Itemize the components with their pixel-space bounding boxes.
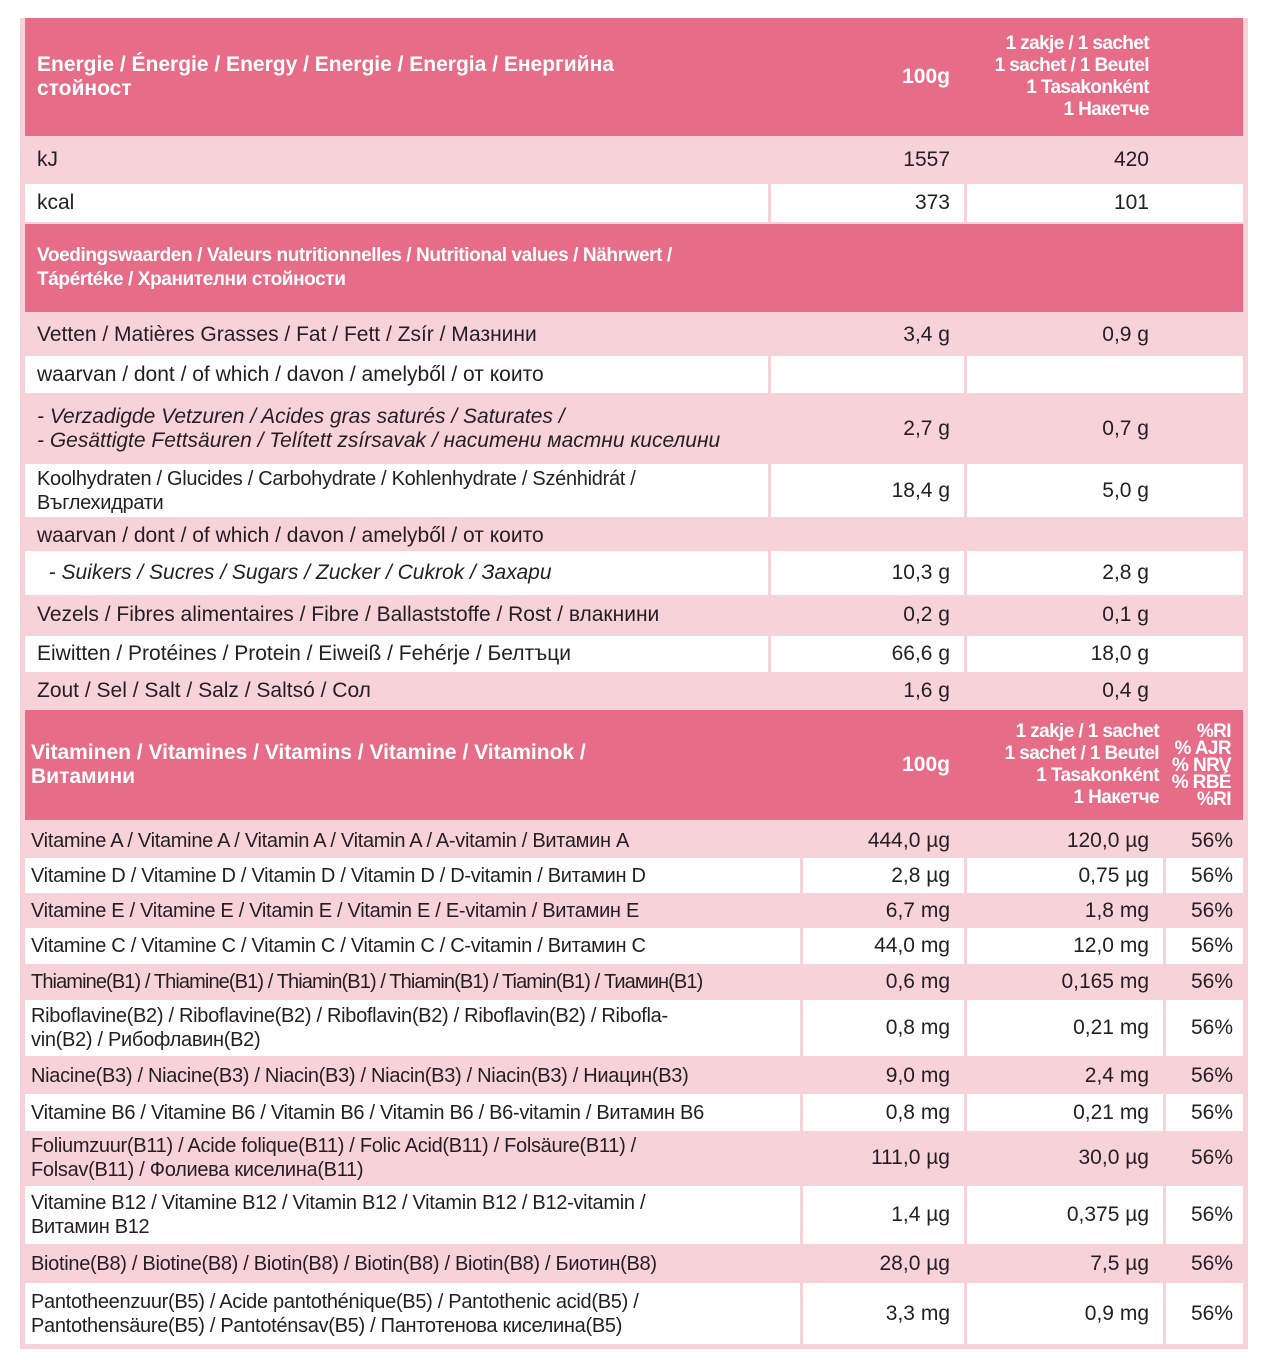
energy-header-100g	[771, 18, 964, 136]
vitamins-header-sachet	[967, 710, 1163, 820]
vitamin-sachet	[967, 1246, 1163, 1282]
nutrition-per100	[771, 316, 964, 353]
vitamin-label-text: Thiamine(B1) / Thiamine(B1) / Thiamin(B1) / Thiamin(B1) / Tiamin(B1) / Тиамин(B1)	[31, 970, 703, 993]
energy-label-text: kJ	[37, 148, 58, 171]
nutrition-label	[25, 551, 768, 595]
energy-per100-text: 1557	[903, 148, 950, 171]
vitamin-label-text: Biotine(B8) / Biotine(B8) / Biotin(B8) / Biotin(B8) / Biotin(B8) / Биотин(B8)	[31, 1253, 657, 1275]
energy-label	[25, 184, 768, 222]
nutrition-label-text: waarvan / dont / of which / davon / amelyből / от които	[37, 523, 544, 547]
column-divider	[964, 551, 967, 595]
vitamin-sachet	[967, 1283, 1163, 1344]
vitamin-ri-text: 56%	[1190, 863, 1233, 887]
vitamins-header-label-text: Vitaminen / Vitamines / Vitamins / Vitamine / Vitaminok / Витамини	[31, 741, 586, 788]
vitamins-header-row	[25, 710, 1243, 820]
nutrition-label	[25, 520, 768, 551]
vitamin-label-text: Niacine(B3) / Niacine(B3) / Niacin(B3) / Niacin(B3) / Niacin(B3) / Ниацин(B3)	[31, 1064, 689, 1087]
vitamin-ri-text: 56%	[1190, 898, 1233, 922]
vitamin-sachet	[967, 1000, 1163, 1056]
vitamin-label-text: Pantotheenzuur(B5) / Acide pantothénique(B5) / Pantothenic acid(B5) / Pantothensäure(B5) / Pantoténsav(B5) / Пантотенова киселина(B5)	[31, 1290, 639, 1337]
column-divider	[768, 551, 771, 595]
vitamin-row	[25, 1000, 1243, 1056]
vitamin-per100	[803, 965, 964, 998]
vitamin-label	[25, 928, 800, 964]
vitamin-label-text: Vitamine C / Vitamine C / Vitamin C / Vitamin C / C-vitamin / Витамин C	[31, 935, 646, 957]
vitamin-label-text: Vitamine D / Vitamine D / Vitamin D / Vitamin D / D-vitamin / Витамин D	[31, 864, 646, 887]
energy-header-label	[25, 18, 765, 136]
nutrition-sachet-text: 0,1 g	[1102, 602, 1149, 626]
nutrition-per100	[771, 636, 964, 672]
column-divider	[964, 1094, 967, 1131]
vitamin-ri-text: 56%	[1190, 828, 1233, 852]
vitamin-label	[25, 1283, 800, 1344]
vitamin-ri	[1166, 1000, 1243, 1056]
nutrition-header-label-text: Voedingswaarden / Valeurs nutritionnelles / Nutritional values / Nährwert / Tápértéke / Хранителни стойности	[37, 245, 672, 290]
nutrition-label	[25, 316, 768, 353]
vitamin-sachet-text: 0,21 mg	[1073, 1100, 1149, 1124]
column-divider	[768, 636, 771, 672]
column-divider	[800, 1186, 803, 1244]
nutrition-per100	[771, 464, 964, 517]
vitamin-per100	[803, 1059, 964, 1092]
vitamin-ri	[1166, 1132, 1243, 1184]
nutrition-row	[25, 356, 1243, 393]
nutrition-label-text: waarvan / dont / of which / davon / amelyből / от които	[37, 362, 544, 386]
energy-header-label-text: Energie / Énergie / Energy / Energie / Energia / Енергийна стойност	[37, 53, 614, 100]
nutrition-per100-text: 1,6 g	[903, 679, 950, 702]
nutrition-label	[25, 636, 768, 672]
nutrition-per100-text: 0,2 g	[903, 602, 950, 626]
vitamin-sachet-text: 0,375 µg	[1066, 1203, 1149, 1226]
energy-header-100g-text: 100g	[902, 65, 950, 88]
vitamin-label	[25, 1246, 800, 1282]
vitamin-sachet-text: 30,0 µg	[1078, 1146, 1149, 1169]
vitamin-label	[25, 1132, 800, 1184]
column-divider	[800, 928, 803, 964]
vitamin-per100	[803, 928, 964, 964]
nutrition-row	[25, 551, 1243, 595]
vitamin-row	[25, 858, 1243, 893]
nutrition-row	[25, 595, 1243, 634]
nutrition-sachet	[967, 673, 1163, 709]
nutrition-label	[25, 356, 768, 393]
vitamin-per100-text: 0,8 mg	[885, 1100, 950, 1124]
nutrition-label-text: Zout / Sel / Salt / Salz / Saltsó / Сол	[37, 679, 371, 702]
vitamin-row	[25, 1283, 1243, 1344]
vitamin-ri	[1166, 858, 1243, 893]
vitamin-row	[25, 1132, 1243, 1184]
column-divider	[964, 928, 967, 964]
vitamin-per100	[803, 1000, 964, 1056]
vitamin-sachet-text: 120,0 µg	[1066, 828, 1149, 852]
nutrition-per100	[771, 595, 964, 634]
vitamin-sachet	[967, 1059, 1163, 1092]
vitamin-sachet	[967, 1132, 1163, 1184]
vitamin-ri	[1166, 1094, 1243, 1131]
vitamin-ri	[1166, 1059, 1243, 1092]
column-divider	[964, 1283, 967, 1344]
vitamin-per100	[803, 894, 964, 927]
vitamin-ri-text: 56%	[1190, 1016, 1233, 1039]
column-divider	[1163, 928, 1166, 964]
nutrition-row	[25, 520, 1243, 551]
vitamin-row	[25, 965, 1243, 998]
vitamin-sachet-text: 0,75 µg	[1078, 863, 1149, 887]
nutrition-sachet-text: 0,4 g	[1102, 679, 1149, 702]
nutrition-row	[25, 316, 1243, 353]
vitamin-label	[25, 894, 800, 927]
vitamin-ri-text: 56%	[1190, 1100, 1233, 1124]
nutrition-per100	[771, 673, 964, 709]
vitamin-ri	[1166, 965, 1243, 998]
nutrition-sachet	[967, 551, 1163, 595]
column-divider	[768, 464, 771, 517]
vitamin-per100	[803, 1094, 964, 1131]
nutrition-sachet	[967, 595, 1163, 634]
vitamin-sachet	[967, 965, 1163, 998]
vitamin-row	[25, 1059, 1243, 1092]
column-divider	[768, 184, 771, 222]
nutrition-label	[25, 396, 768, 462]
vitamin-sachet	[967, 858, 1163, 893]
vitamin-sachet	[967, 894, 1163, 927]
vitamin-row	[25, 1186, 1243, 1244]
nutrition-label	[25, 464, 768, 517]
column-divider	[1163, 1000, 1166, 1056]
nutrition-per100	[771, 520, 964, 551]
vitamin-label	[25, 1000, 800, 1056]
vitamin-sachet-text: 0,165 mg	[1061, 969, 1149, 993]
vitamin-label	[25, 1059, 800, 1092]
nutrition-header-row	[25, 224, 1243, 312]
vitamin-ri-text: 56%	[1190, 1203, 1233, 1226]
vitamin-sachet	[967, 1186, 1163, 1244]
nutrition-sachet-text: 5,0 g	[1102, 478, 1149, 502]
vitamin-row	[25, 824, 1243, 857]
vitamin-sachet-text: 0,21 mg	[1073, 1016, 1149, 1039]
vitamin-sachet-text: 7,5 µg	[1090, 1252, 1149, 1275]
nutrition-label-text: Koolhydraten / Glucides / Carbohydrate / Kohlenhydrate / Szénhidrát / Въглехидрати	[37, 467, 636, 514]
vitamin-per100	[803, 1246, 964, 1282]
vitamins-header-ri-text: %RI % AJR % NRV % RBÉ %RI	[1171, 720, 1231, 810]
column-divider	[964, 356, 967, 393]
vitamin-ri-text: 56%	[1190, 1146, 1233, 1169]
nutrition-per100-text: 10,3 g	[891, 561, 950, 584]
vitamin-per100-text: 0,6 mg	[885, 969, 950, 993]
vitamin-label	[25, 965, 800, 998]
vitamin-label-text: Vitamine B12 / Vitamine B12 / Vitamin B12 / Vitamin B12 / B12-vitamin / Витамин B12	[31, 1192, 646, 1238]
vitamin-label-text: Foliumzuur(B11) / Acide folique(B11) / Folic Acid(B11) / Folsäure(B11) / Folsav(B11) / Фолиева киселина(B11)	[31, 1135, 636, 1181]
vitamin-per100-text: 3,3 mg	[885, 1301, 950, 1325]
vitamin-per100-text: 0,8 mg	[885, 1016, 950, 1039]
nutrition-sachet-text: 0,7 g	[1102, 417, 1149, 440]
nutrition-sachet	[967, 464, 1163, 517]
vitamin-ri	[1166, 1283, 1243, 1344]
nutrition-label-text: Vezels / Fibres alimentaires / Fibre / Ballaststoffe / Rost / влакнини	[37, 602, 660, 626]
nutrition-sachet	[967, 520, 1163, 551]
nutrition-label-text: Eiwitten / Protéines / Protein / Eiweiß / Fehérje / Белтъци	[37, 642, 572, 665]
energy-label	[25, 140, 768, 180]
column-divider	[964, 858, 967, 893]
vitamin-ri-text: 56%	[1190, 969, 1233, 993]
vitamin-ri-text: 56%	[1190, 934, 1233, 957]
column-divider	[1163, 1283, 1166, 1344]
nutrition-per100	[771, 551, 964, 595]
nutrition-sachet-text: 18,0 g	[1090, 642, 1149, 665]
vitamin-label	[25, 1186, 800, 1244]
column-divider	[964, 1000, 967, 1056]
nutrition-sachet	[967, 396, 1163, 462]
energy-per100	[771, 140, 964, 180]
column-divider	[800, 1000, 803, 1056]
nutrition-label-text: - Verzadigde Vetzuren / Acides gras saturés / Saturates / - Gesättigte Fettsäuren / Telített zsírsavak / наситени мастни киселини	[37, 405, 721, 452]
vitamin-ri	[1166, 894, 1243, 927]
vitamins-header-ri	[1166, 710, 1243, 820]
vitamin-ri	[1166, 1186, 1243, 1244]
nutrition-label	[25, 595, 768, 634]
vitamins-header-label	[25, 710, 785, 820]
energy-label-text: kcal	[37, 191, 75, 214]
nutrition-row	[25, 636, 1243, 672]
vitamin-ri-text: 56%	[1190, 1063, 1233, 1087]
vitamin-row	[25, 928, 1243, 964]
nutrition-row	[25, 464, 1243, 517]
vitamin-ri	[1166, 1246, 1243, 1282]
nutrition-sachet	[967, 316, 1163, 353]
column-divider	[800, 1283, 803, 1344]
energy-sachet	[967, 140, 1163, 180]
nutrition-label-text: - Suikers / Sucres / Sugars / Zucker / Cukrok / Захари	[37, 561, 552, 584]
energy-row	[25, 140, 1243, 180]
column-divider	[1163, 858, 1166, 893]
vitamin-row	[25, 1246, 1243, 1282]
vitamin-per100	[803, 824, 964, 857]
vitamin-label-text: Riboflavine(B2) / Riboflavine(B2) / Riboflavin(B2) / Riboflavin(B2) / Ribofla- vin(B2) / Рибофлавин(B2)	[31, 1005, 668, 1051]
column-divider	[964, 636, 967, 672]
energy-sachet	[967, 184, 1163, 222]
vitamin-label-text: Vitamine B6 / Vitamine B6 / Vitamin B6 / Vitamin B6 / B6-vitamin / Витамин B6	[31, 1101, 704, 1124]
nutrition-per100-text: 18,4 g	[891, 478, 950, 502]
vitamin-row	[25, 1094, 1243, 1131]
vitamins-header-100g-text: 100g	[902, 753, 950, 776]
nutrition-per100-text: 66,6 g	[891, 642, 950, 665]
energy-per100-text: 373	[914, 191, 950, 214]
column-divider	[964, 1186, 967, 1244]
nutrition-per100	[771, 396, 964, 462]
vitamin-sachet	[967, 824, 1163, 857]
nutrition-sachet-text: 0,9 g	[1102, 322, 1149, 346]
column-divider	[800, 1094, 803, 1131]
vitamin-per100-text: 44,0 mg	[874, 934, 950, 957]
vitamin-per100	[803, 1283, 964, 1344]
nutrition-sachet	[967, 356, 1163, 393]
nutrition-sachet-text: 2,8 g	[1102, 561, 1149, 584]
vitamin-per100-text: 111,0 µg	[870, 1146, 950, 1169]
vitamin-label	[25, 858, 800, 893]
energy-sachet-text: 420	[1113, 148, 1149, 171]
vitamin-per100-text: 444,0 µg	[867, 828, 950, 852]
vitamins-header-100g	[803, 710, 964, 820]
vitamin-sachet	[967, 1094, 1163, 1131]
vitamins-header-sachet-text: 1 zakje / 1 sachet 1 sachet / 1 Beutel 1 Tasakonként 1 Накетче	[1004, 721, 1159, 808]
energy-header-sachet	[967, 18, 1163, 136]
column-divider	[1163, 1186, 1166, 1244]
vitamin-sachet-text: 12,0 mg	[1073, 934, 1149, 957]
energy-header-row	[25, 18, 1243, 136]
column-divider	[800, 858, 803, 893]
vitamin-ri	[1166, 928, 1243, 964]
vitamin-row	[25, 894, 1243, 927]
vitamin-label	[25, 1094, 800, 1131]
vitamin-label	[25, 824, 800, 857]
nutrition-label	[25, 673, 768, 709]
nutrition-header-label	[25, 224, 1025, 312]
energy-row	[25, 184, 1243, 222]
vitamin-label-text: Vitamine A / Vitamine A / Vitamin A / Vitamin A / A-vitamin / Витамин A	[31, 829, 630, 852]
vitamin-sachet-text: 1,8 mg	[1084, 898, 1149, 922]
energy-header-sachet-text: 1 zakje / 1 sachet 1 sachet / 1 Beutel 1 Tasakonként 1 Накетче	[994, 33, 1149, 120]
vitamin-per100-text: 2,8 µg	[891, 863, 950, 887]
energy-per100	[771, 184, 964, 222]
energy-sachet-text: 101	[1113, 191, 1149, 214]
vitamin-sachet-text: 2,4 mg	[1084, 1063, 1149, 1087]
vitamin-per100	[803, 1132, 964, 1184]
column-divider	[964, 184, 967, 222]
column-divider	[1163, 1094, 1166, 1131]
vitamin-per100-text: 1,4 µg	[891, 1203, 950, 1226]
vitamin-per100-text: 9,0 mg	[885, 1063, 950, 1087]
vitamin-ri-text: 56%	[1190, 1301, 1233, 1325]
nutrition-label-text: Vetten / Matières Grasses / Fat / Fett / Zsír / Мазнини	[37, 322, 537, 346]
column-divider	[768, 356, 771, 393]
vitamin-ri	[1166, 824, 1243, 857]
nutrition-per100-text: 3,4 g	[903, 322, 950, 346]
vitamin-per100-text: 28,0 µg	[879, 1252, 950, 1275]
nutrition-row	[25, 673, 1243, 709]
vitamin-ri-text: 56%	[1190, 1252, 1233, 1275]
column-divider	[964, 464, 967, 517]
nutrition-per100-text: 2,7 g	[903, 417, 950, 440]
vitamin-sachet-text: 0,9 mg	[1084, 1301, 1149, 1325]
nutrition-per100	[771, 356, 964, 393]
vitamin-per100-text: 6,7 mg	[885, 898, 950, 922]
vitamin-per100	[803, 1186, 964, 1244]
vitamin-per100	[803, 858, 964, 893]
vitamin-sachet	[967, 928, 1163, 964]
nutrition-row	[25, 396, 1243, 462]
nutrition-sachet	[967, 636, 1163, 672]
vitamin-label-text: Vitamine E / Vitamine E / Vitamin E / Vitamin E / E-vitamin / Витамин E	[31, 899, 639, 922]
